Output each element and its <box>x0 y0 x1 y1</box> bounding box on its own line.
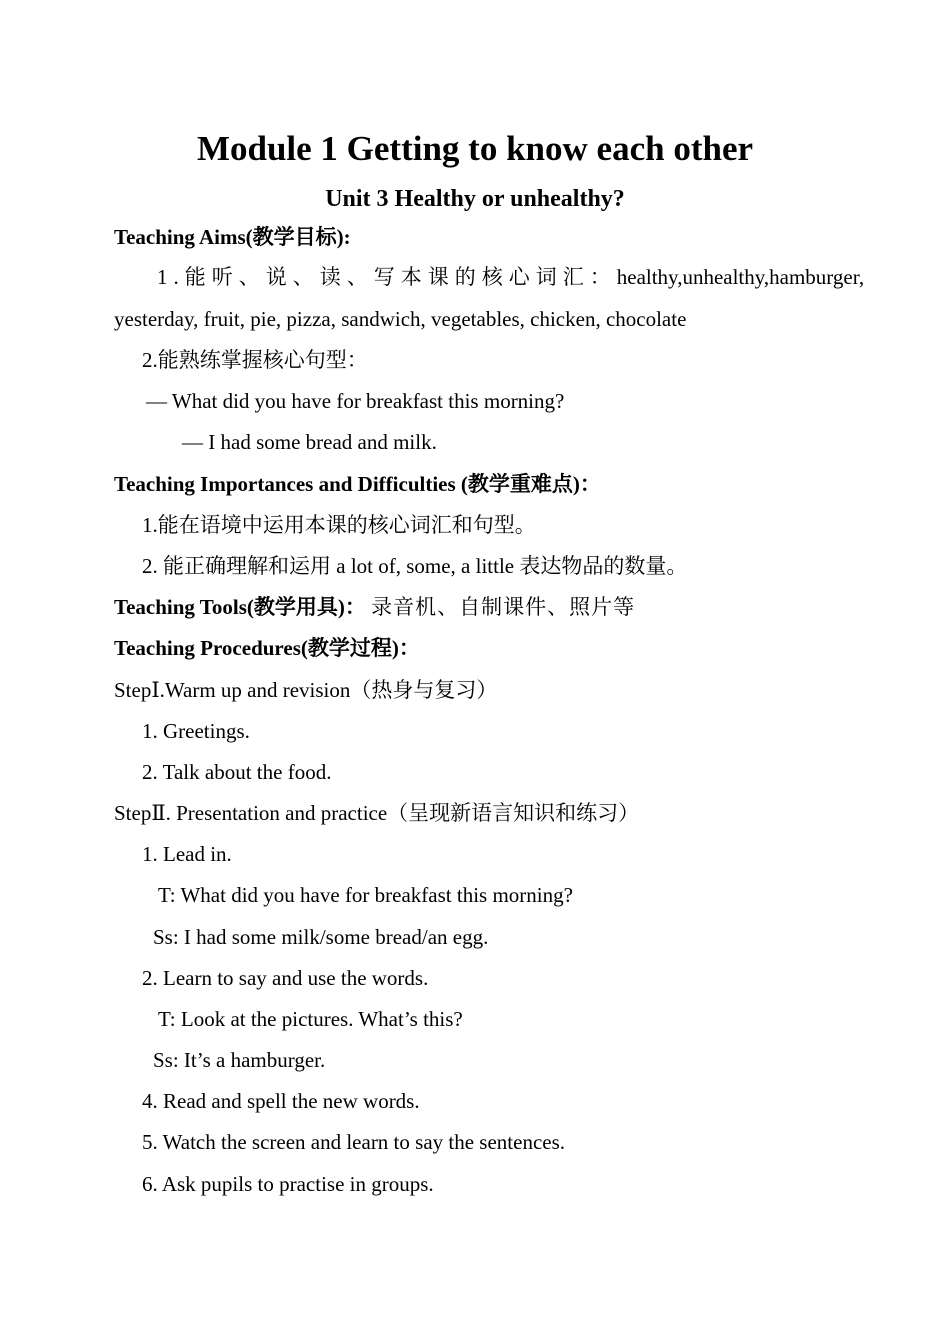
tools-heading: Teaching Tools(教学用具)： <box>114 595 366 619</box>
importances-item1: 1.能在语境中运用本课的核心词汇和句型。 <box>142 513 536 537</box>
step2-item: 2. Learn to say and use the words. <box>142 966 429 990</box>
aims-heading: Teaching Aims(教学目标): <box>114 225 351 249</box>
step1-item: 2. Talk about the food. <box>142 760 332 784</box>
step2-item: 4. Read and spell the new words. <box>142 1089 420 1113</box>
aims-question: — What did you have for breakfast this morning? <box>146 389 565 413</box>
aims-item1-continuation: yesterday, fruit, pie, pizza, sandwich, vegetables, chicken, chocolate <box>114 307 687 331</box>
aims-word: healthy, <box>616 265 683 289</box>
step2-heading: StepⅡ. Presentation and practice（呈现新语言知识和练习） <box>114 801 640 825</box>
document-subtitle: Unit 3 Healthy or unhealthy? <box>325 186 625 212</box>
tools-row <box>114 594 635 620</box>
step1-heading: StepⅠ.Warm up and revision（热身与复习） <box>114 678 498 702</box>
importances-item2: 2. 能正确理解和运用 a lot of, some, a little 表达物品的数量。 <box>142 554 688 578</box>
aims-word: unhealthy, <box>682 265 770 289</box>
procedures-heading: Teaching Procedures(教学过程)： <box>114 636 420 660</box>
aims-word: hamburger, <box>769 265 865 289</box>
aims-answer: — I had some bread and milk. <box>182 430 437 454</box>
aims-item2: 2.能熟练掌握核心句型： <box>142 348 368 372</box>
step2-item: 1. Lead in. <box>142 842 232 866</box>
importances-heading: Teaching Importances and Difficulties (教学重难点)： <box>114 472 601 496</box>
step1-item: 1. Greetings. <box>142 719 250 743</box>
step2-item: T: Look at the pictures. What’s this? <box>158 1007 463 1031</box>
step2-item: 5. Watch the screen and learn to say the sentences. <box>142 1130 566 1154</box>
aims-item1-cn: 1.能听、说、读、写本课的核心词汇： <box>157 265 617 289</box>
step2-item: T: What did you have for breakfast this morning? <box>158 883 573 907</box>
step2-item: Ss: I had some milk/some bread/an egg. <box>153 925 489 949</box>
step2-item: Ss: It’s a hamburger. <box>153 1048 326 1072</box>
aims-item1-row <box>157 264 865 290</box>
step2-item: 6. Ask pupils to practise in groups. <box>142 1172 434 1196</box>
document-title: Module 1 Getting to know each other <box>196 129 754 168</box>
tools-text: 录音机、自制课件、照片等 <box>371 595 636 619</box>
